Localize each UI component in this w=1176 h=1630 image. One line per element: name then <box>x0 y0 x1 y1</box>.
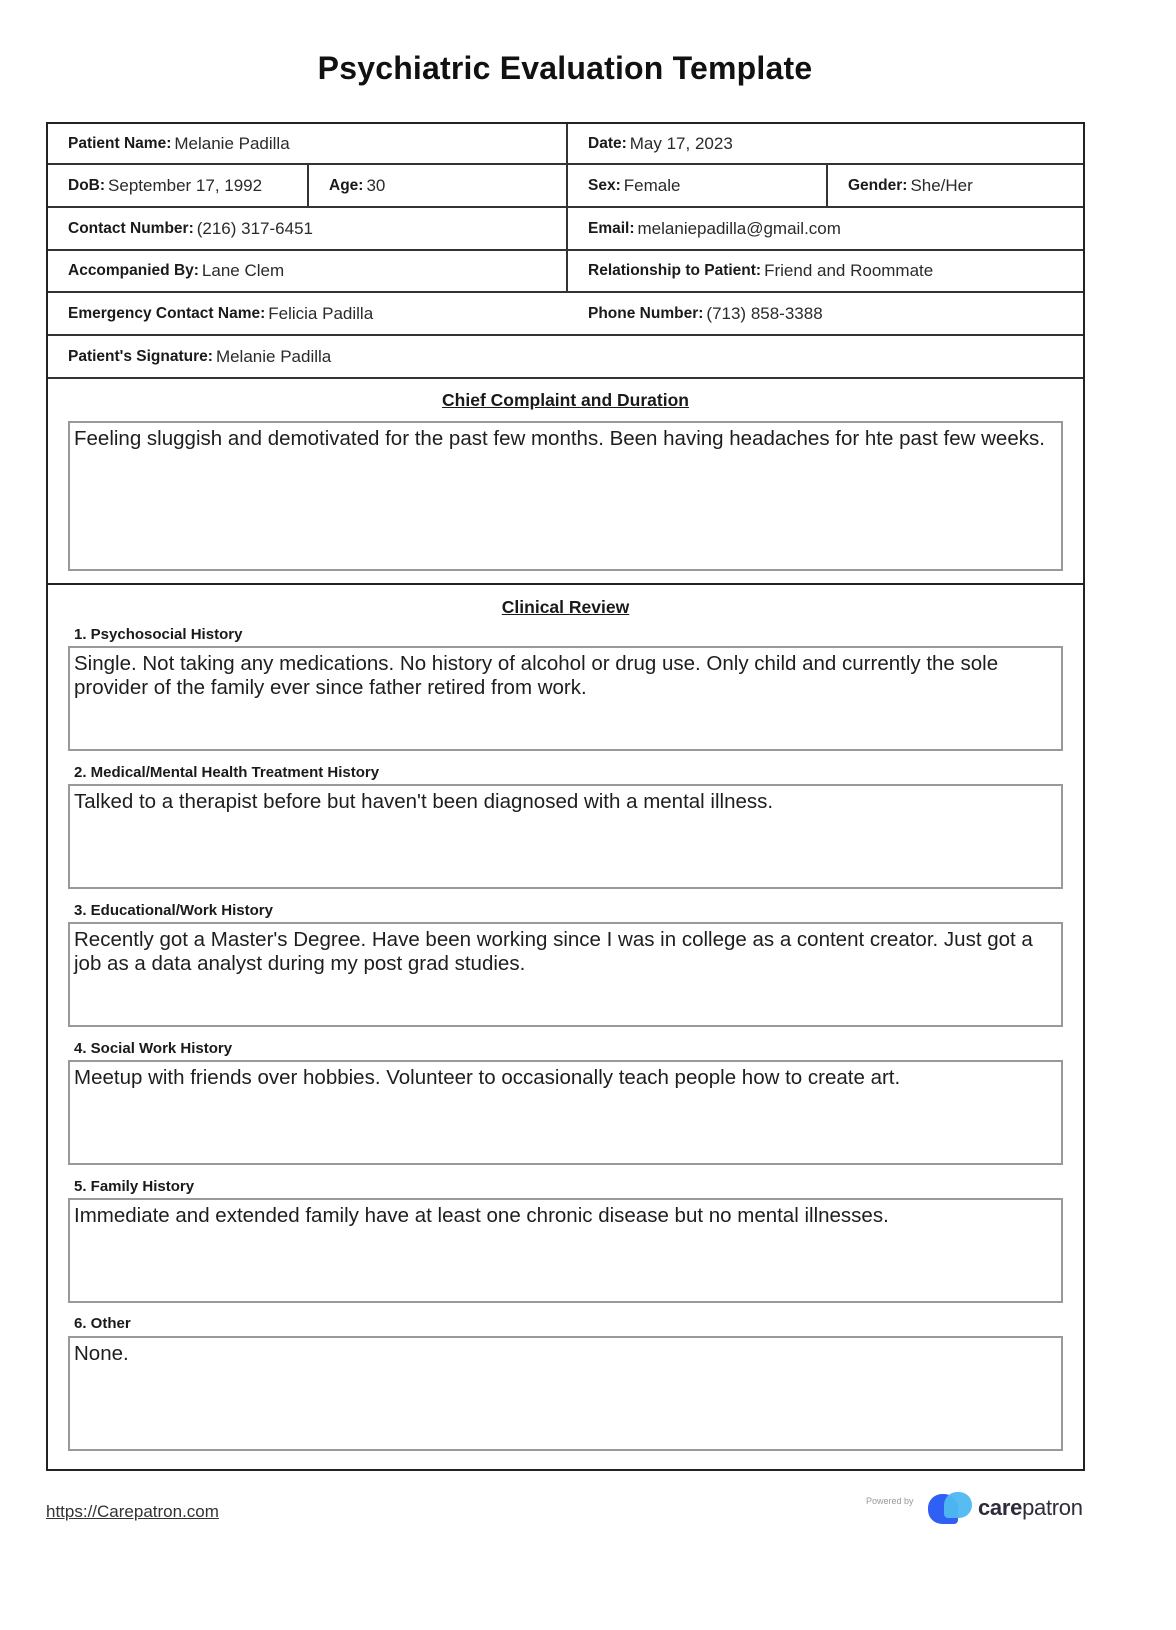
educational-work-history-textbox[interactable]: Recently got a Master's Degree. Have been working since I was in college as a content creator. Just got a job as a data analyst during my post grad studies. <box>68 922 1063 1027</box>
emergency-contact-label: Emergency Contact Name: <box>68 304 266 322</box>
other-textbox[interactable]: None. <box>68 1336 1063 1451</box>
row-patient-name-date <box>48 124 1083 165</box>
email-field[interactable] <box>568 208 1083 249</box>
dob-field[interactable] <box>48 165 309 206</box>
dob-value: September 17, 1992 <box>108 175 263 195</box>
sex-value: Female <box>623 175 681 195</box>
gender-value: She/Her <box>910 175 973 195</box>
social-work-history-label: 4. Social Work History <box>74 1040 233 1057</box>
relationship-value: Friend and Roommate <box>764 261 934 280</box>
relationship-label: Relationship to Patient: <box>588 262 762 279</box>
accompanied-by-label: Accompanied By: <box>68 262 199 279</box>
patient-name-value: Melanie Padilla <box>174 133 290 153</box>
educational-work-history-label: 3. Educational/Work History <box>74 902 273 919</box>
date-value: May 17, 2023 <box>629 133 733 153</box>
row-emergency-contact <box>48 293 1083 336</box>
sex-label: Sex: <box>588 176 621 194</box>
chief-complaint-heading: Chief Complaint and Duration <box>442 390 689 410</box>
clinical-review-heading: Clinical Review <box>501 597 630 617</box>
row-contact-email <box>48 208 1083 251</box>
family-history-label: 5. Family History <box>74 1178 195 1195</box>
phone-number-field[interactable] <box>568 293 1083 334</box>
psychosocial-history-label: 1. Psychosocial History <box>74 626 243 643</box>
row-signature <box>48 336 1083 379</box>
powered-by-text: Powered by <box>866 1496 914 1506</box>
carepatron-logo-icon <box>928 1492 974 1524</box>
signature-label: Patient's Signature: <box>68 347 213 365</box>
signature-field[interactable] <box>48 336 1083 377</box>
contact-number-label: Contact Number: <box>68 219 194 237</box>
row-accompanied-relationship <box>48 251 1083 293</box>
emergency-contact-value: Felicia Padilla <box>268 303 374 323</box>
patient-name-label: Patient Name: <box>68 134 172 152</box>
gender-label: Gender: <box>848 176 908 194</box>
sex-field[interactable] <box>568 165 828 206</box>
contact-number-field[interactable] <box>48 208 568 249</box>
email-value: melaniepadilla@gmail.com <box>637 218 841 238</box>
carepatron-link[interactable]: https://Carepatron.com <box>46 1502 219 1521</box>
patient-name-field[interactable] <box>48 124 568 163</box>
accompanied-by-value: Lane Clem <box>201 261 285 280</box>
social-work-history-textbox[interactable]: Meetup with friends over hobbies. Volunteer to occasionally teach people how to create art. <box>68 1060 1063 1165</box>
psychosocial-history-textbox[interactable]: Single. Not taking any medications. No history of alcohol or drug use. Only child and currently the sole provider of the family ever since father retired from work. <box>68 646 1063 751</box>
carepatron-logo[interactable] <box>928 1492 1083 1524</box>
page-title: Psychiatric Evaluation Template <box>317 50 813 86</box>
date-label: Date: <box>588 134 627 152</box>
date-field[interactable] <box>568 124 1083 163</box>
family-history-textbox[interactable]: Immediate and extended family have at least one chronic disease but no mental illnesses. <box>68 1198 1063 1303</box>
medical-history-label: 2. Medical/Mental Health Treatment History <box>74 764 380 781</box>
carepatron-wordmark: carepatron <box>978 1495 1083 1520</box>
contact-number-value: (216) 317-6451 <box>196 218 313 238</box>
accompanied-by-field[interactable] <box>48 251 568 291</box>
dob-label: DoB: <box>68 176 106 194</box>
row-dob-age-sex-gender <box>48 165 1083 208</box>
section-divider <box>48 583 1083 585</box>
relationship-field[interactable] <box>568 251 1083 291</box>
emergency-contact-field[interactable] <box>48 293 568 334</box>
medical-history-textbox[interactable]: Talked to a therapist before but haven't been diagnosed with a mental illness. <box>68 784 1063 889</box>
phone-number-label: Phone Number: <box>588 304 704 322</box>
age-field[interactable] <box>309 165 568 206</box>
signature-value: Melanie Padilla <box>215 346 332 366</box>
age-value: 30 <box>366 175 386 195</box>
email-label: Email: <box>588 219 635 237</box>
other-label: 6. Other <box>74 1315 131 1332</box>
age-label: Age: <box>329 176 364 194</box>
chief-complaint-textbox[interactable]: Feeling sluggish and demotivated for the past few months. Been having headaches for hte past few weeks. <box>68 421 1063 571</box>
gender-field[interactable] <box>828 165 1083 206</box>
evaluation-form <box>46 122 1085 1471</box>
phone-number-value: (713) 858-3388 <box>706 303 823 323</box>
